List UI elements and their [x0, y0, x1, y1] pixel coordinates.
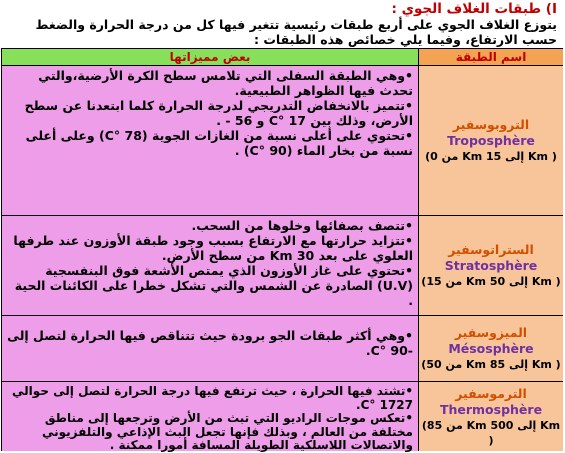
troposphere-name-cell — [419, 66, 563, 216]
thermosphere-range: (من 85 Km إلى 500 Km ) — [421, 418, 561, 447]
troposphere-feature-1: •وهي الطبقة السفلى التي تلامس سطح الكرة الأرضية،والتي تحدث فيها الظواهر الطبيعية. — [38, 68, 413, 98]
stratosphere-feature-1: •تتصف بصفائها وخلوها من السحب. — [191, 218, 413, 233]
thermosphere-name-fr: Thermosphère — [439, 401, 543, 417]
thermosphere-feature-2: •تعكس موجات الراديو التي تبث من الأرض وترجعها إلى مناطق مختلفة من العالم ، وبذلك فإنها تجعل البث الإذاعي والتلفزيوني والاتصالات اللاسلكية الطويلة المسافة أمورا ممكنة . — [41, 411, 413, 452]
stratosphere-range: (من 15 Km إلى 50 Km ) — [421, 275, 561, 288]
mesosphere-feature-1: •وهي أكثر طبقات الجو برودة حيث تتناقص فيها الحرارة لتصل إلى -90 °C. — [7, 328, 413, 358]
stratosphere-features — [2, 216, 419, 316]
mesosphere-range: (من 50 Km إلى 85 Km ) — [421, 358, 561, 371]
stratosphere-feature-2: •تتزايد حرارتها مع الارتفاع بسبب وجود طبقة الأوزون عند طرفها العلوي على بعد 30 Km من سطح الأرض. — [13, 233, 413, 263]
stratosphere-name-cell — [419, 216, 563, 316]
stratosphere-name-fr: Stratosphère — [444, 258, 538, 273]
thermosphere-name-ar: الترموسفير — [455, 385, 527, 401]
atmosphere-layers-table — [1, 48, 563, 451]
stratosphere-name-ar: الستراتوسفير — [448, 242, 534, 257]
thermosphere-name-cell — [419, 382, 563, 451]
troposphere-features — [2, 66, 419, 216]
troposphere-feature-3: •تحتوي على أعلى نسبة من الغازات الجوية (78 °C) وعلى أعلى نسبة من بخار الماء (90 °C) . — [25, 128, 413, 158]
troposphere-feature-2: •تتميز بالانخفاض التدريجي لدرجة الحرارة كلما ابتعدنا عن سطح الأرض، وذلك بين 17 °C و 56 - . — [24, 98, 413, 128]
mesosphere-name-fr: Mésosphère — [448, 341, 534, 356]
mesosphere-name-cell — [419, 316, 563, 382]
mesosphere-features — [2, 316, 419, 382]
thermosphere-feature-1: •تشتد فيها الحرارة ، حيث ترتفع فيها درجة الحرارة لتصل إلى حوالي 1727 °C. — [12, 384, 413, 412]
header-layer-name: اسم الطبقة — [419, 49, 563, 66]
troposphere-name-fr: Troposphère — [447, 133, 535, 148]
troposphere-name-ar: التروبوسفير — [452, 117, 530, 132]
troposphere-range: (من 0 Km إلى 15 Km ) — [425, 150, 557, 163]
header-features: بعض مميزاتها — [2, 49, 419, 66]
thermosphere-features — [2, 382, 419, 451]
section-heading: I) طبقات الغلاف الجوي : — [391, 1, 557, 17]
intro-paragraph: يتوزع الغلاف الجوي على أربع طبقات رئيسية تتغير فيها كل من درجة الحرارة والضغط حسب الارتفاع، وفيما يلي خصائص هذه الطبقات : — [35, 17, 557, 47]
stratosphere-feature-3: •تحتوي على غاز الأوزون الذي يمتص الأشعة فوق البنفسجية (U.V) الصادرة عن الشمس والتي تشكل خطرا على الكائنات الحية . — [14, 263, 413, 308]
mesosphere-name-ar: الميزوسفير — [454, 325, 528, 340]
